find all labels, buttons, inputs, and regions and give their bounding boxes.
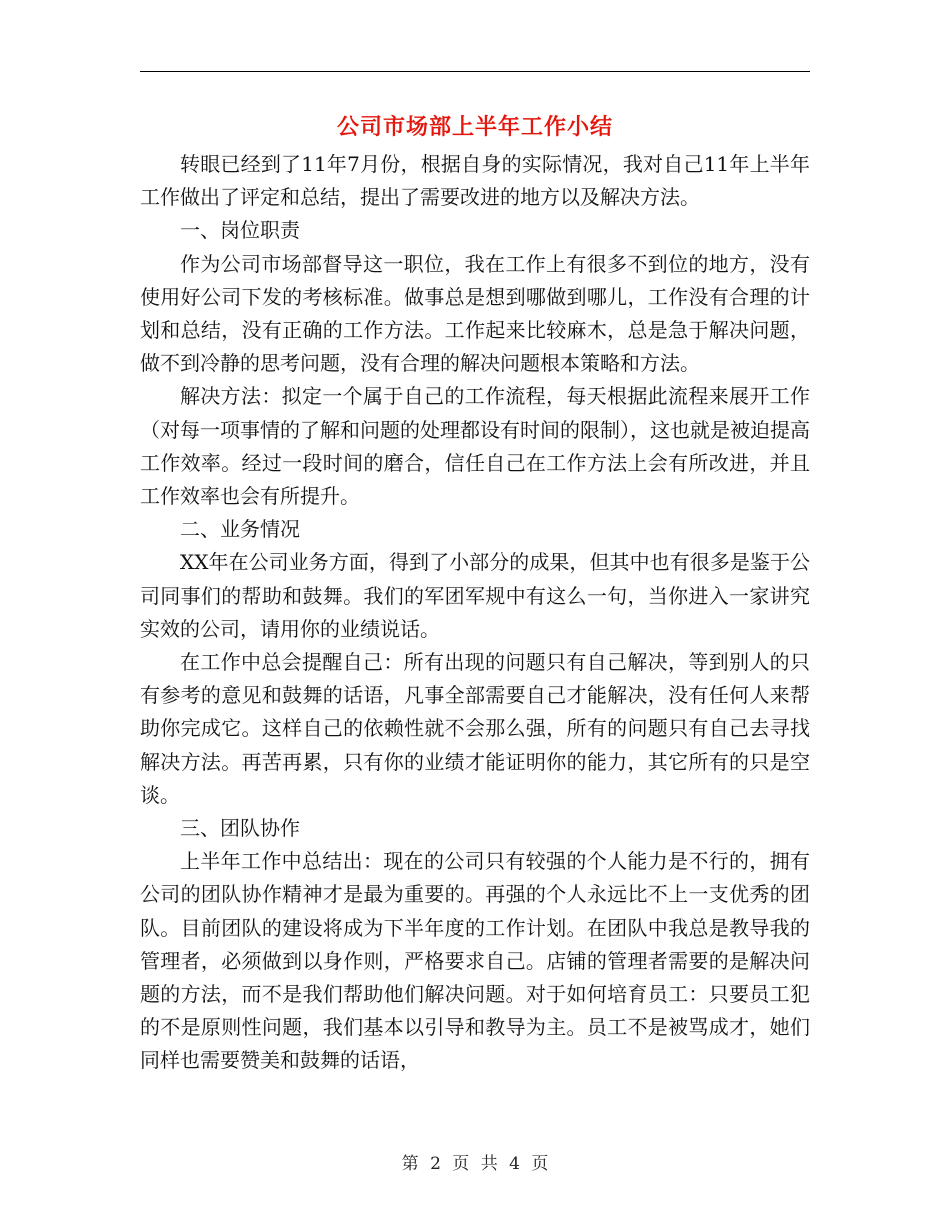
intro-paragraph: 转眼已经到了11年7月份，根据自身的实际情况，我对自己11年上半年工作做出了评定和总结，提出了需要改进的地方以及解决方法。: [140, 152, 810, 210]
section-heading-business: 二、业务情况: [180, 517, 300, 542]
document-title: 公司市场部上半年工作小结: [336, 114, 613, 140]
document-body: [140, 148, 810, 1078]
section-heading-teamwork: 三、团队协作: [180, 816, 300, 841]
teamwork-paragraph: 上半年工作中总结出：现在的公司只有较强的个人能力是不行的，拥有公司的团队协作精神才是最为重要的。再强的个人永远比不上一支优秀的团队。目前团队的建设将成为下半年度的工作计划。在团队中我总是教导我的管理者，必须做到以身作则，严格要求自己。店铺的管理者需要的是解决问题的方法，而不是我们帮助他们解决问题。对于如何培育员工：只要员工犯的不是原则性问题，我们基本以引导和教导为主。员工不是被骂成才，她们同样也需要赞美和鼓舞的话语，: [140, 849, 810, 1073]
self-reminder-paragraph: 在工作中总会提醒自己：所有出现的问题只有自己解决，等到别人的只有参考的意见和鼓舞的话语，凡事全部需要自己才能解决，没有任何人来帮助你完成它。这样自己的依赖性就不会那么强，所有的问题只有自己去寻找解决方法。再苦再累，只有你的业绩才能证明你的能力，其它所有的只是空谈。: [140, 650, 810, 807]
page-number-footer: 第 2 页 共 4 页: [401, 1154, 549, 1174]
business-paragraph: XX年在公司业务方面，得到了小部分的成果，但其中也有很多是鉴于公司同事们的帮助和鼓舞。我们的军团军规中有这么一句，当你进入一家讲究实效的公司，请用你的业绩说话。: [140, 550, 810, 641]
solution-paragraph: 解决方法：拟定一个属于自己的工作流程，每天根据此流程来展开工作（对每一项事情的了解和问题的处理都设有时间的限制），这也就是被迫提高工作效率。经过一段时间的磨合，信任自己在工作方法上会有所改进，并且工作效率也会有所提升。: [140, 384, 810, 509]
section-heading-duties: 一、岗位职责: [180, 218, 300, 243]
duties-paragraph: 作为公司市场部督导这一职位，我在工作上有很多不到位的地方，没有使用好公司下发的考核标准。做事总是想到哪做到哪儿，工作没有合理的计划和总结，没有正确的工作方法。工作起来比较麻木，总是急于解决问题，做不到冷静的思考问题，没有合理的解决问题根本策略和方法。: [140, 251, 810, 376]
header-rule: [140, 71, 810, 72]
